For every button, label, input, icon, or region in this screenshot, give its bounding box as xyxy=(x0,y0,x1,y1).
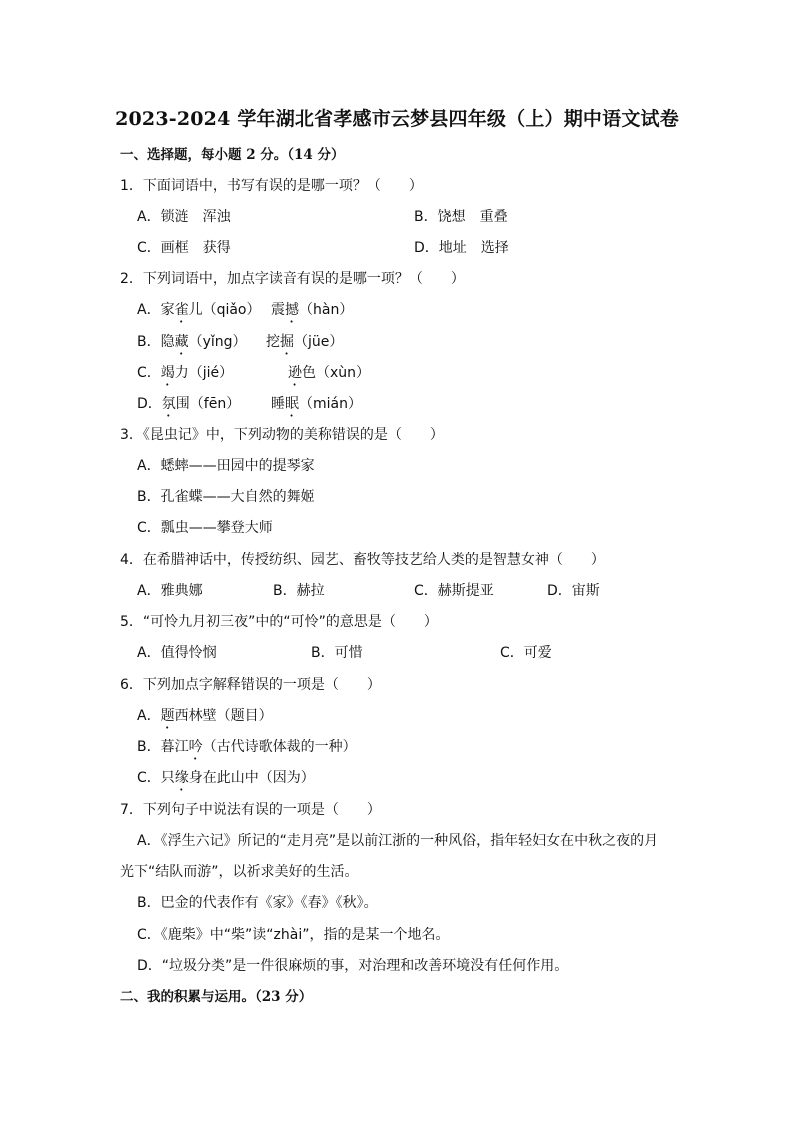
dotted-char: 竭 xyxy=(160,365,175,381)
option-text: 挖 xyxy=(266,334,280,350)
question-1-option-a: A．锁涟 浑浊 xyxy=(137,209,231,225)
option-text: A．家 xyxy=(137,302,175,318)
question-4-option-a: A．雅典娜 xyxy=(137,583,203,599)
question-1-option-d: D．地址 选择 xyxy=(414,240,509,256)
question-7-option-b: B．巴金的代表作有《家》《春》《秋》。 xyxy=(137,895,378,911)
dotted-char: 吟 xyxy=(188,739,203,755)
option-text: 儿（qiǎo） xyxy=(188,302,261,318)
question-4-option-d: D．宙斯 xyxy=(547,583,600,599)
page-title: 2023-2024 学年湖北省孝感市云梦县四年级（上）期中语文试卷 xyxy=(115,108,679,130)
dotted-char: 逊 xyxy=(288,365,302,381)
question-3-stem: 3．《昆虫记》中，下列动物的美称错误的是（ ） xyxy=(120,427,444,443)
question-2-option-a-word2 xyxy=(271,300,353,326)
option-text: 震 xyxy=(271,302,285,318)
question-1-option-c: C．画框 获得 xyxy=(137,240,231,256)
dotted-char: 氛 xyxy=(161,396,176,412)
dotted-char: 雀 xyxy=(174,302,189,318)
question-1-stem: 1．下面词语中，书写有误的是哪一项？（ ） xyxy=(120,178,423,194)
option-text: （yǐng） xyxy=(188,334,247,350)
question-5-stem: 5．“可怜九月初三夜”中的“可怜”的意思是（ ） xyxy=(120,614,438,630)
option-text: 围（fēn） xyxy=(175,396,241,412)
option-text: （hàn） xyxy=(299,302,354,318)
option-text: C．只 xyxy=(137,770,175,786)
question-5-option-b: B．可惜 xyxy=(311,645,363,661)
option-text: A． xyxy=(137,708,161,724)
option-text: B．暮江 xyxy=(137,739,189,755)
question-2-option-c-word1 xyxy=(137,363,233,389)
question-6-stem: 6．下列加点字解释错误的一项是（ ） xyxy=(120,677,381,693)
question-6-option-c xyxy=(137,768,315,794)
option-text: C． xyxy=(137,365,161,381)
dotted-char: 题 xyxy=(160,708,175,724)
question-5-option-a: A．值得怜悯 xyxy=(137,645,217,661)
question-7-stem: 7．下列句子中说法有误的一项是（ ） xyxy=(120,802,381,818)
option-text: 睡 xyxy=(271,396,285,412)
question-6-option-b xyxy=(137,737,357,763)
option-text: （古代诗歌体裁的一种） xyxy=(202,739,357,755)
dotted-char: 缘 xyxy=(174,770,189,786)
question-2-option-c-word2 xyxy=(288,363,370,389)
question-4-option-c: C．赫斯提亚 xyxy=(414,583,494,599)
question-2-stem: 2．下列词语中，加点字读音有误的是哪一项？（ ） xyxy=(120,271,465,287)
question-3-option-b: B．孔雀蝶——大自然的舞姬 xyxy=(137,489,315,505)
dotted-char: 眠 xyxy=(285,396,299,412)
option-text: （mián） xyxy=(299,396,362,412)
option-text: 身在此山中（因为） xyxy=(188,770,315,786)
question-6-option-a xyxy=(137,706,273,732)
section-heading-2: 二、我的积累与运用。（23 分） xyxy=(120,989,313,1005)
question-3-option-a: A．蟋蟀——田园中的提琴家 xyxy=(137,458,315,474)
dotted-char: 撼 xyxy=(285,302,299,318)
option-text: B．隐 xyxy=(137,334,175,350)
question-2-option-d-word2 xyxy=(271,394,362,420)
question-1-option-b: B．饶想 重叠 xyxy=(414,209,508,225)
question-4-option-b: B．赫拉 xyxy=(273,583,325,599)
question-3-option-c: C．瓢虫——攀登大师 xyxy=(137,520,273,536)
dotted-char: 藏 xyxy=(174,334,189,350)
question-7-option-a-line2: 光下“结队而游”，以祈求美好的生活。 xyxy=(120,864,359,880)
question-4-stem: 4．在希腊神话中，传授纺织、园艺、畜牧等技艺给人类的是智慧女神（ ） xyxy=(120,552,605,568)
question-5-option-c: C．可爱 xyxy=(500,645,552,661)
option-text: D． xyxy=(137,396,162,412)
question-7-option-d: D．“垃圾分类”是一件很麻烦的事，对治理和改善环境没有任何作用。 xyxy=(137,958,569,974)
option-text: 西林壁（题目） xyxy=(174,708,273,724)
dotted-char: 掘 xyxy=(280,334,294,350)
question-7-option-a-line1: A．《浮生六记》所记的“走月亮”是以前江浙的一种风俗，指年轻妇女在中秋之夜的月 xyxy=(137,833,659,849)
question-7-option-c: C．《鹿柴》中“柴”读“zhài”，指的是某一个地名。 xyxy=(137,927,450,943)
question-2-option-b-word1 xyxy=(137,332,247,358)
question-2-option-d-word1 xyxy=(137,394,240,420)
question-2-option-b-word2 xyxy=(266,332,343,358)
option-text: （jüe） xyxy=(294,334,344,350)
question-2-option-a-word1 xyxy=(137,300,261,326)
section-heading-1: 一、选择题，每小题 2 分。（14 分） xyxy=(120,147,345,163)
option-text: 色（xùn） xyxy=(302,365,371,381)
option-text: 力（jié） xyxy=(174,365,234,381)
